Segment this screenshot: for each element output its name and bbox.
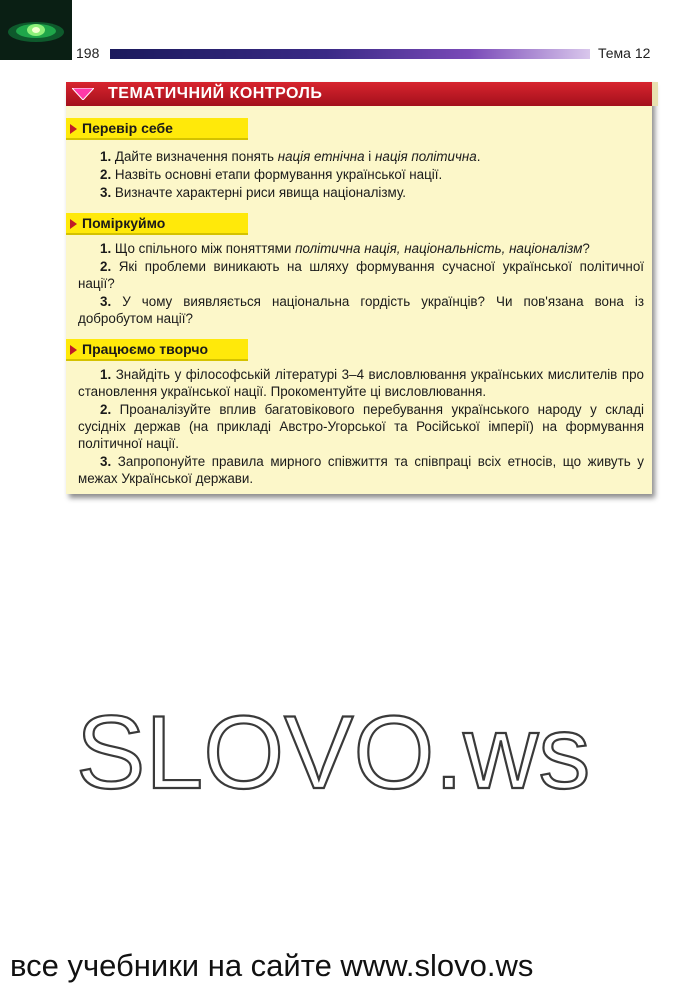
section-items — [78, 240, 644, 328]
title-edge-strip — [652, 82, 658, 106]
list-item: 3. Визначте характерні риси явища націоналізму. — [100, 185, 406, 200]
list-item: 1. Знайдіть у філософській літературі 3–4 висловлювання українських мислителів про становлення української нації. Прокоментуйте ці висловлювання. — [78, 367, 644, 399]
section-items — [78, 148, 644, 202]
page-number: 198 — [76, 45, 100, 61]
list-item: 2. Які проблеми виникають на шляху формування сучасної української політичної нації? — [78, 259, 644, 291]
watermark-text: SLOVO.ws — [76, 696, 591, 806]
list-item: 1. Дайте визначення понять нація етнічна і нація політична. — [100, 149, 481, 164]
section-label-check-yourself — [66, 118, 248, 140]
footer-text: все учебники на сайте www.slovo.ws — [10, 948, 534, 983]
list-item: 3. Запропонуйте правила мирного співжиття та співпраці всіх етносів, що живуть у межах Української держави. — [78, 454, 644, 486]
list-item: 2. Проаналізуйте вплив багатовікового перебування українського народу у складі сусідніх держав (на прикладі Австро-Угорської та Російської імперії) на формування політичної нації. — [78, 402, 644, 451]
section-items — [78, 366, 644, 488]
watermark — [76, 696, 636, 806]
section-label-text: Працюємо творчо — [82, 341, 209, 357]
section-label-think — [66, 213, 248, 235]
arrow-icon — [70, 219, 77, 229]
arrow-icon — [70, 124, 77, 134]
triangle-icon — [72, 88, 94, 100]
arrow-icon — [70, 345, 77, 355]
section-label-text: Поміркуймо — [82, 215, 166, 231]
panel-title-bar — [66, 82, 652, 106]
section-label-text: Перевір себе — [82, 120, 173, 136]
header-bar — [110, 49, 590, 59]
panel-title: ТЕМАТИЧНИЙ КОНТРОЛЬ — [108, 85, 323, 102]
list-item: 2. Назвіть основні етапи формування української нації. — [100, 167, 443, 182]
thematic-control-panel — [66, 82, 652, 494]
list-item: 3. У чому виявляється національна гордість українців? Чи пов'язана вона із добробутом нації? — [78, 294, 644, 326]
list-item: 1. Що спільного між поняттями політична нація, національність, націоналізм? — [100, 241, 590, 256]
topic-label: Тема 12 — [598, 45, 651, 61]
section-label-creative-work — [66, 339, 248, 361]
logo-image — [0, 0, 72, 60]
